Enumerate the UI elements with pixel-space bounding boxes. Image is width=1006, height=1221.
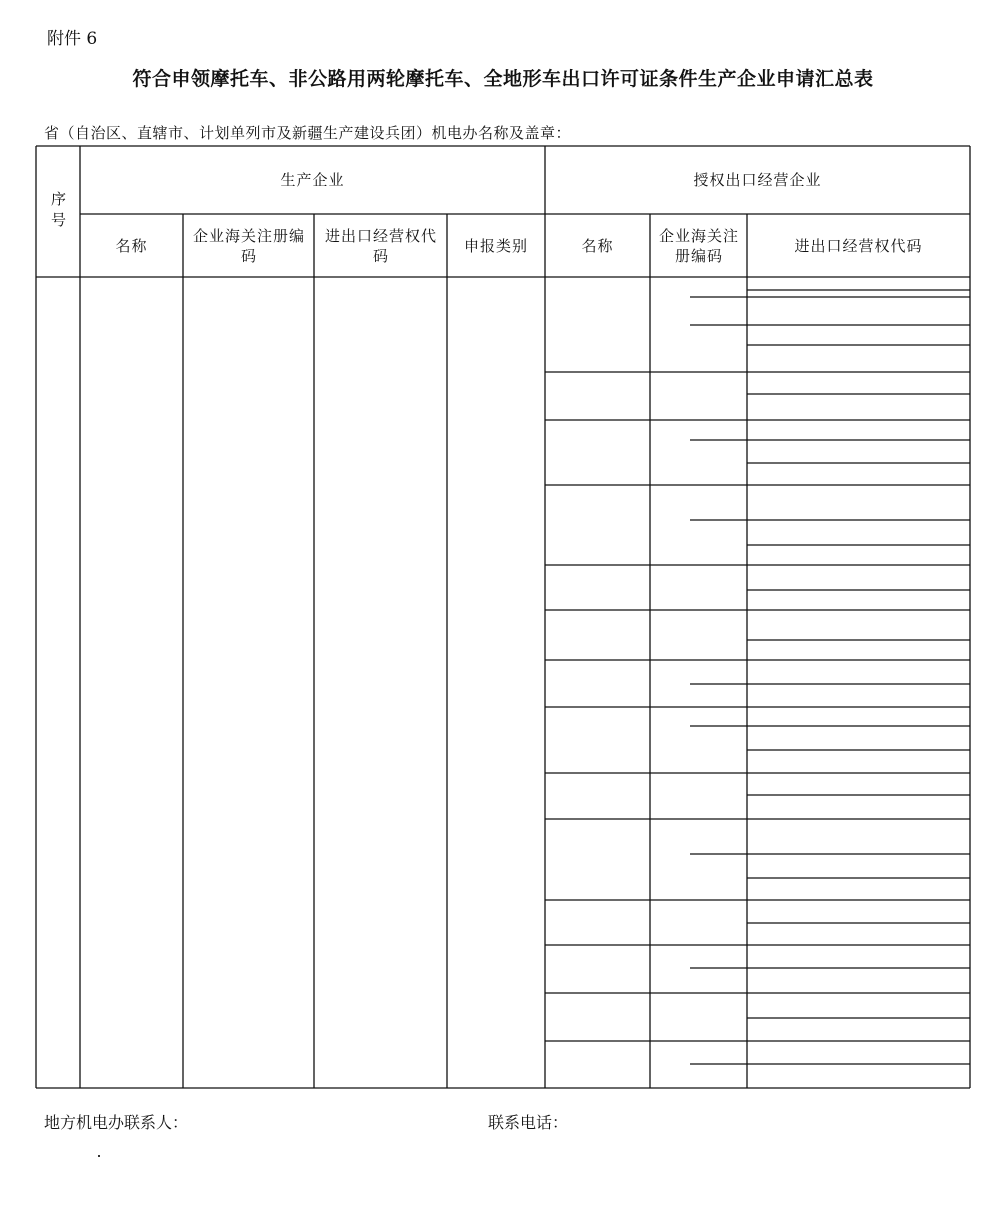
attachment-label: 附件 6: [47, 29, 98, 49]
contact-phone-label: 联系电话：: [488, 1113, 569, 1132]
auth-customs-code-header: 企业海关注册编码: [658, 226, 739, 265]
auth-name-header: 名称: [581, 236, 614, 255]
page-title: 符合申领摩托车、非公路用两轮摩托车、全地形车出口许可证条件生产企业申请汇总表: [132, 68, 874, 90]
prod-name-header: 名称: [115, 236, 148, 255]
production-company-group-header: 生产企业: [280, 171, 345, 189]
prod-trade-code-header: 进出口经营权代码: [324, 226, 437, 265]
auth-trade-code-header: 进出口经营权代码: [794, 236, 923, 255]
province-office-line: 省（自治区、直辖市、计划单列市及新疆生产建设兵团）机电办名称及盖章：: [44, 124, 572, 142]
prod-customs-code-header: 企业海关注册编码: [192, 226, 305, 265]
report-category-header: 申报类别: [463, 236, 528, 255]
contact-person-label: 地方机电办联系人：: [44, 1113, 189, 1132]
scan-speck: [98, 1155, 100, 1157]
authorized-export-company-group-header: 授权出口经营企业: [693, 171, 822, 189]
seq-header: 序号: [49, 190, 67, 233]
